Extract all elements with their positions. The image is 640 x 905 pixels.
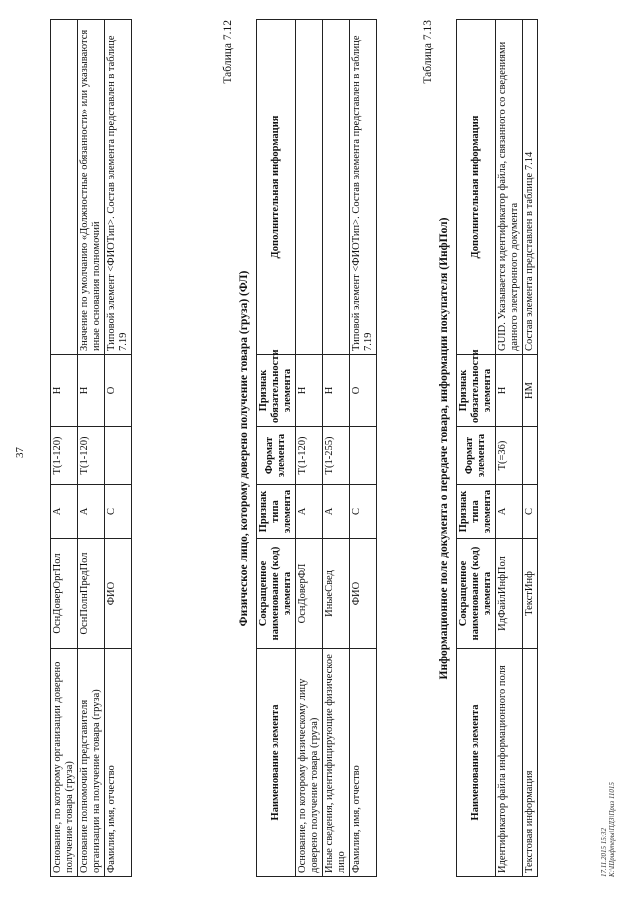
table-cell: Н (296, 355, 323, 427)
footer-line-2: К:\Шрифтеры\ПДЗ\Приз 11015 (608, 782, 616, 877)
table-row (323, 20, 350, 877)
table-7-13-title: Информационное поле документа о передаче товара, информации покупателя (ИнфПол) (438, 217, 450, 680)
column-header: Формат элемента (257, 427, 296, 485)
table-7-13 (456, 19, 538, 877)
table-row (523, 20, 538, 877)
column-header: Наименование элемента (257, 649, 296, 877)
column-header: Дополнительная информация (457, 20, 496, 355)
table-cell (323, 20, 350, 355)
table-cell: Идентификатор файла информационного поля (496, 649, 523, 877)
table-row (296, 20, 323, 877)
table-cell: Т(=36) (496, 427, 523, 485)
table-cell: Н (323, 355, 350, 427)
table-cell: О (350, 355, 377, 427)
table-row (51, 20, 78, 877)
table-cell: ТекстИнф (523, 539, 538, 649)
table-cell: GUID. Указывается идентификатор файла, связанного со сведениями данного электронного документа (496, 20, 523, 355)
table-cell: Т(1-120) (296, 427, 323, 485)
table-cell (350, 427, 377, 485)
table-cell: Т(1-120) (51, 427, 78, 485)
table-cell: Т(1-120) (78, 427, 105, 485)
table-cell: А (296, 485, 323, 539)
footer-line-1: 17.11.2015 15:32 (600, 827, 608, 877)
column-header: Признак типа элемента (457, 485, 496, 539)
table-row (78, 20, 105, 877)
table-cell: Иные сведения, идентифицирующие физическое лицо (323, 649, 350, 877)
table-cell: А (323, 485, 350, 539)
table-cell: Состав элемента представлен в таблице 7.14 (523, 20, 538, 355)
table-row (105, 20, 132, 877)
table-cell: НМ (523, 355, 538, 427)
table-cell: Н (78, 355, 105, 427)
table-cell: Типовой элемент <ФИОТип>. Состав элемента представлен в таблице 7.19 (350, 20, 377, 355)
column-header: Признак обязательности элемента (257, 355, 296, 427)
table-7-12-title: Физическое лицо, которому доверено получение товара (груза) (ФЛ) (238, 270, 250, 627)
table-cell: ИныеСвед (323, 539, 350, 649)
table-cell: Н (51, 355, 78, 427)
table-cell (296, 20, 323, 355)
table-7-12 (256, 19, 377, 877)
table-cell: ИдФайлИнфПол (496, 539, 523, 649)
table-cell: Основание, по которому организации доверено получение товара (груза) (51, 649, 78, 877)
table-cell: А (51, 485, 78, 539)
table-cell: А (496, 485, 523, 539)
table-cell (105, 427, 132, 485)
table-cell: С (523, 485, 538, 539)
table-cell: ОснПолнПредПол (78, 539, 105, 649)
table-cell: Основание полномочий представителя организации на получение товара (груза) (78, 649, 105, 877)
table-cell: Н (496, 355, 523, 427)
column-header: Формат элемента (457, 427, 496, 485)
column-header: Дополнительная информация (257, 20, 296, 355)
table-cell (523, 427, 538, 485)
column-header: Сокращенное наименование (код) элемента (257, 539, 296, 649)
column-header: Наименование элемента (457, 649, 496, 877)
table-cell: С (105, 485, 132, 539)
table-cell: ФИО (105, 539, 132, 649)
table-cell: ОснДоверФЛ (296, 539, 323, 649)
table-cell: А (78, 485, 105, 539)
table-cell: ОснДоверОргПол (51, 539, 78, 649)
table-row (350, 20, 377, 877)
column-header: Сокращенное наименование (код) элемента (457, 539, 496, 649)
page-number: 37 (14, 447, 26, 458)
table-7-12-caption: Таблица 7.12 (222, 20, 234, 84)
table-cell (51, 20, 78, 355)
table-cell: Фамилия, имя, отчество (105, 649, 132, 877)
column-header: Признак обязательности элемента (457, 355, 496, 427)
table-cell: Типовой элемент <ФИОТип>. Состав элемента представлен в таблице 7.19 (105, 20, 132, 355)
table-continuation (50, 19, 132, 877)
table-row (496, 20, 523, 877)
table-cell: Текстовая информация (523, 649, 538, 877)
table-cell: О (105, 355, 132, 427)
table-cell: Основание, по которому физическому лицу доверено получение товара (груза) (296, 649, 323, 877)
table-cell: Фамилия, имя, отчество (350, 649, 377, 877)
column-header: Признак типа элемента (257, 485, 296, 539)
footer-stamp (600, 782, 616, 877)
table-cell: Т(1-255) (323, 427, 350, 485)
table-cell: С (350, 485, 377, 539)
table-cell: Значение по умолчанию «Должностные обязанности» или указываются иные основания полномочий (78, 20, 105, 355)
table-cell: ФИО (350, 539, 377, 649)
table-7-13-caption: Таблица 7.13 (422, 20, 434, 84)
